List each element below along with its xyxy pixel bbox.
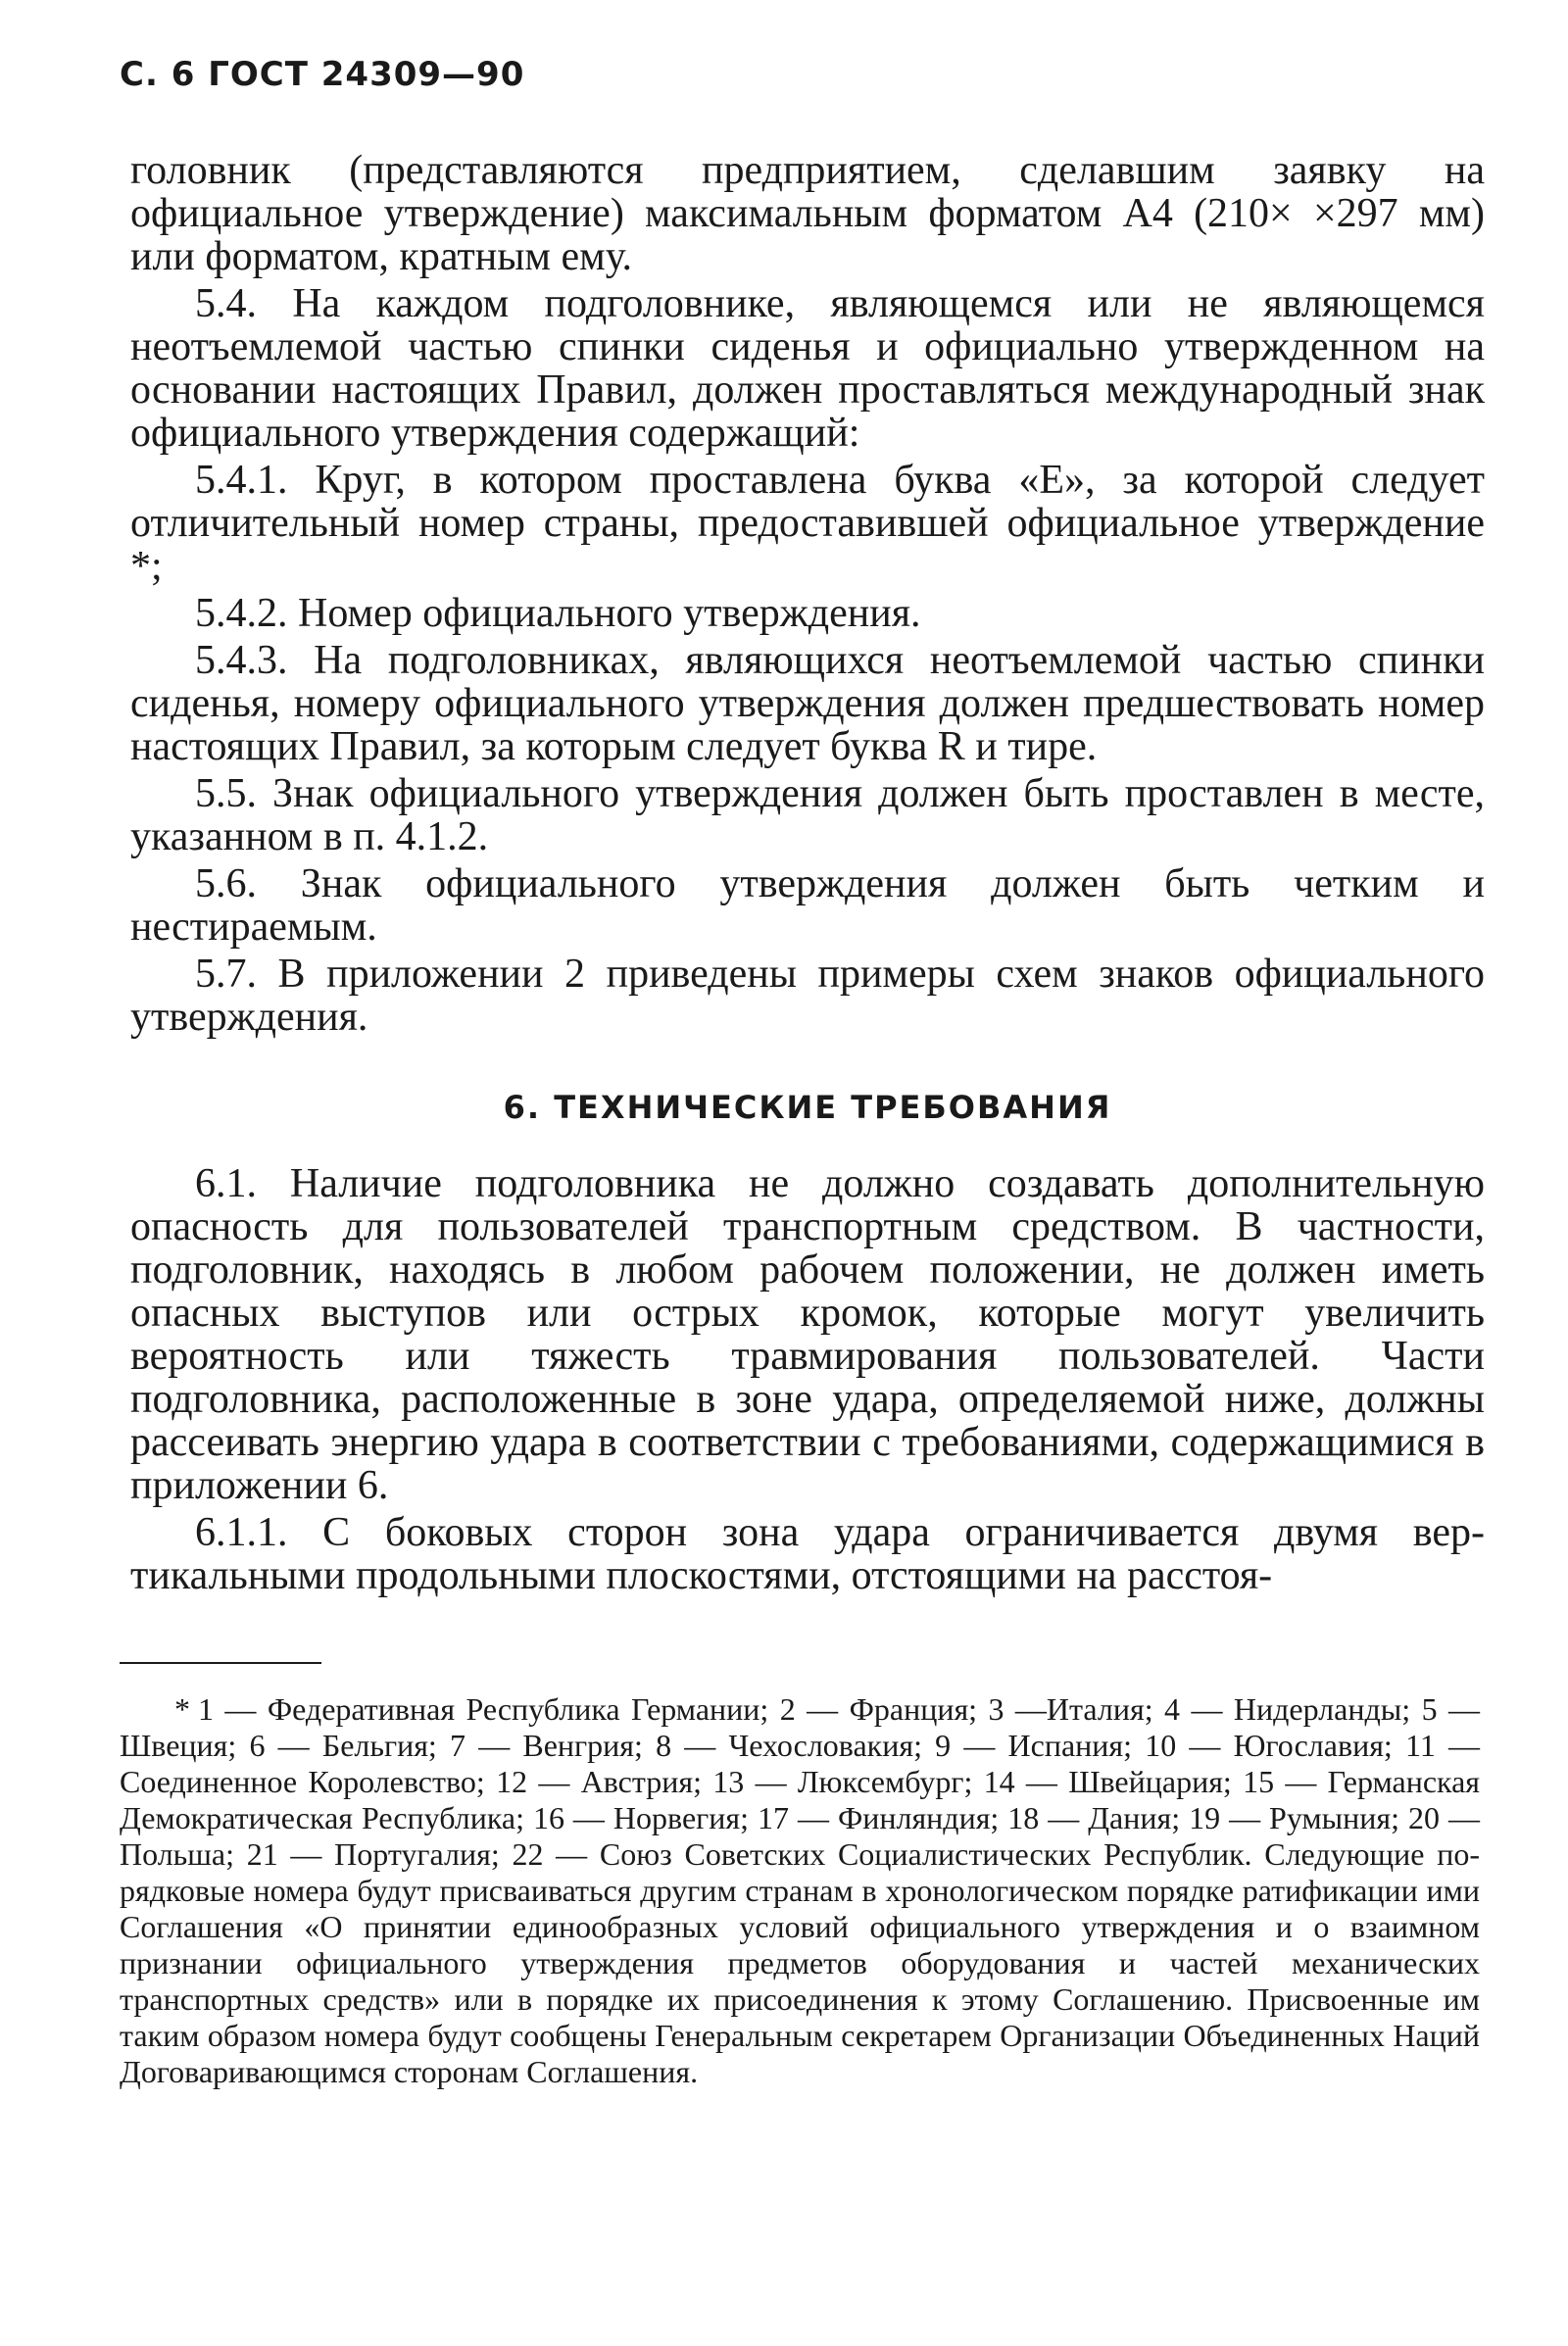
paragraph-5-4: 5.4. На каждом подголовнике, являющемся или не являющемся неотъемлемой частью спинки сиденья и официально утвержденном на основании настоящих Правил, должен проставляться международный знак официального утверждения содержащий:: [130, 281, 1485, 456]
footnote-text: 1 — Федеративная Республика Германии; 2 — Франция; 3 —Италия; 4 — Нидерланды; 5 — Швеция; 6 — Бельгия; 7 — Венгрия; 8 — Чехословакия; 9 — Испания; 10 — Югославия; 11 — Соединенное Королевство; 12 — Австрия; 13 — Люксембург; 14 — Швейцария; 15 — Германская Демократическая Республика; 16 — Норвегия; 17 — Финляндия; 18 — Дания; 19 — Румыния; 20 — Польша; 21 — Португалия; 22 — Союз Советских Социалистических Республик. Следующие порядковые номера будут присваиваться другим странам в хронологическом порядке ратификации ими Соглашения «О принятии единообразных условий официального утверждения и о взаимном признании официального утверждения предметов оборудования и частей механических транспортных средств» или в порядке их присоединения к этому Соглашению. Присвоенные им таким образом номера будут сообщены Генеральным секретарем Организации Объединенных Наций Договаривающимся сторонам Соглашения.: [120, 1691, 1480, 2089]
paragraph-5-4-3: 5.4.3. На подголовниках, являющихся неотъемлемой частью спинки сиденья, номеру официального утверждения должен предшествовать номер настоящих Правил, за которым следует буква R и тире.: [130, 638, 1485, 769]
paragraph-6-1-1: 6.1.1. С боковых сторон зона удара ограничивается двумя вертикальными продольными плоскостями, отстоящими на расстоя-: [130, 1510, 1485, 1598]
footnote-divider: [120, 1662, 321, 1664]
paragraph-continuation: головник (представляются предприятием, сделавшим заявку на официальное утверждение) максимальным форматом А4 (210× ×297 мм) или форматом, кратным ему.: [130, 148, 1485, 279]
paragraph-5-4-2: 5.4.2. Номер официального утверждения.: [195, 591, 921, 636]
paragraph-5-7: 5.7. В приложении 2 приведены примеры схем знаков официального утверждения.: [130, 952, 1485, 1040]
section-title: 6. ТЕХНИЧЕСКИЕ ТРЕБОВАНИЯ: [503, 1089, 1112, 1126]
paragraph-5-4-1: 5.4.1. Круг, в котором проставлена буква «Е», за которой следует отличительный номер страны, предоставившей официальное утверждение *;: [130, 458, 1485, 589]
paragraph-6-1: 6.1. Наличие подголовника не должно создавать дополнительную опасность для пользователей транспортным средством. В частности, подголовник, находясь в любом рабочем положении, не должен иметь опасных выступов или острых кромок, которые могут увеличить вероятность или тяжесть травмирования пользователей. Части подголовника, расположенные в зоне удара, определяемой ниже, должны рассеивать энергию удара в соответствии с требованиями, содержащимися в приложении 6.: [130, 1161, 1485, 1508]
footnote: [120, 1691, 1480, 2090]
body-text: [130, 149, 1485, 1601]
footnote-mark: *: [174, 1691, 190, 1727]
page-header: С. 6 ГОСТ 24309—90: [120, 55, 525, 94]
paragraph-5-5: 5.5. Знак официального утверждения должен быть проставлен в месте, указанном в п. 4.1.2.: [130, 771, 1485, 859]
paragraph-5-6: 5.6. Знак официального утверждения должен быть четким и нестираемым.: [130, 861, 1485, 950]
